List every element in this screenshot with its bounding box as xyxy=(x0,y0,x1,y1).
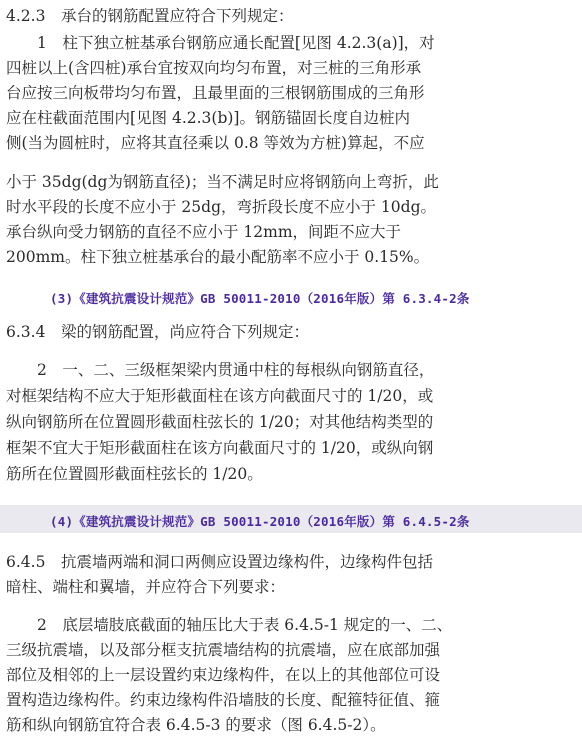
text-line: 纵向钢筋所在位置圆形截面柱弦长的 1/20；对其他结构类型的 xyxy=(6,413,434,431)
text-line: 对框架结构不应大于矩形截面柱在该方向截面尺寸的 1/20，或 xyxy=(6,387,434,405)
clause-heading: 6.4.5 抗震墙两端和洞口两侧应设置边缘构件，边缘构件包括 xyxy=(6,553,433,571)
text-line: 部位及相邻的上一层设置约束边缘构件，在以上的其他部位可设 xyxy=(6,666,441,684)
text-line: 暗柱、端柱和翼墙，并应符合下列要求： xyxy=(6,578,286,596)
text-line: 小于 35dg(dg为钢筋直径)；当不满足时应将钢筋向上弯折，此 xyxy=(6,173,439,191)
text-line: 侧(当为圆桩时，应将其直径乘以 0.8 等效为方桩)算起，不应 xyxy=(6,134,425,152)
text-line: 1 柱下独立桩基承台钢筋应通长配置[见图 4.2.3(a)]，对 xyxy=(6,34,435,52)
text-line: 2 一、二、三级框架梁内贯通中柱的每根纵向钢筋直径， xyxy=(6,361,435,379)
text-line: 四桩以上(含四桩)承台宜按双向均匀布置，对三桩的三角形承 xyxy=(6,59,422,77)
text-line: 框架不宜大于矩形截面柱在该方向截面尺寸的 1/20，或纵向钢 xyxy=(6,439,434,457)
text-line: 2 底层墙肢底截面的轴压比大于表 6.4.5-1 规定的一、二、 xyxy=(6,616,453,634)
clause-heading: 4.2.3 承台的钢筋配置应符合下列规定： xyxy=(6,7,294,25)
reference-caption: (4)《建筑抗震设计规范》GB 50011-2010（2016年版）第 6.4.5-2条 xyxy=(50,514,470,529)
text-line: 置构造边缘构件。约束边缘构件沿墙肢的长度、配箍特征值、箍 xyxy=(6,691,441,709)
text-line: 台应按三向板带均匀布置，且最里面的三根钢筋围成的三角形 xyxy=(6,84,425,102)
text-line: 时水平段的长度不应小于 25dg，弯折段长度不应小于 10dg。 xyxy=(6,198,436,216)
text-line: 筋和纵向钢筋宜符合表 6.4.5-3 的要求（图 6.4.5-2）。 xyxy=(6,716,386,734)
text-line: 应在柱截面范围内[见图 4.2.3(b)]。钢筋锚固长度自边桩内 xyxy=(6,109,410,127)
text-line: 筋所在位置圆形截面柱弦长的 1/20。 xyxy=(6,465,263,483)
text-line: 三级抗震墙，以及部分框支抗震墙结构的抗震墙，应在底部加强 xyxy=(6,641,441,659)
text-line: 承台纵向受力钢筋的直径不应小于 12mm，间距不应大于 xyxy=(6,223,402,241)
reference-caption: (3)《建筑抗震设计规范》GB 50011-2010（2016年版）第 6.3.4-2条 xyxy=(50,291,470,306)
clause-heading: 6.3.4 梁的钢筋配置，尚应符合下列规定： xyxy=(6,323,309,341)
text-line: 200mm。柱下独立桩基承台的最小配筋率不应小于 0.15%。 xyxy=(6,248,430,266)
